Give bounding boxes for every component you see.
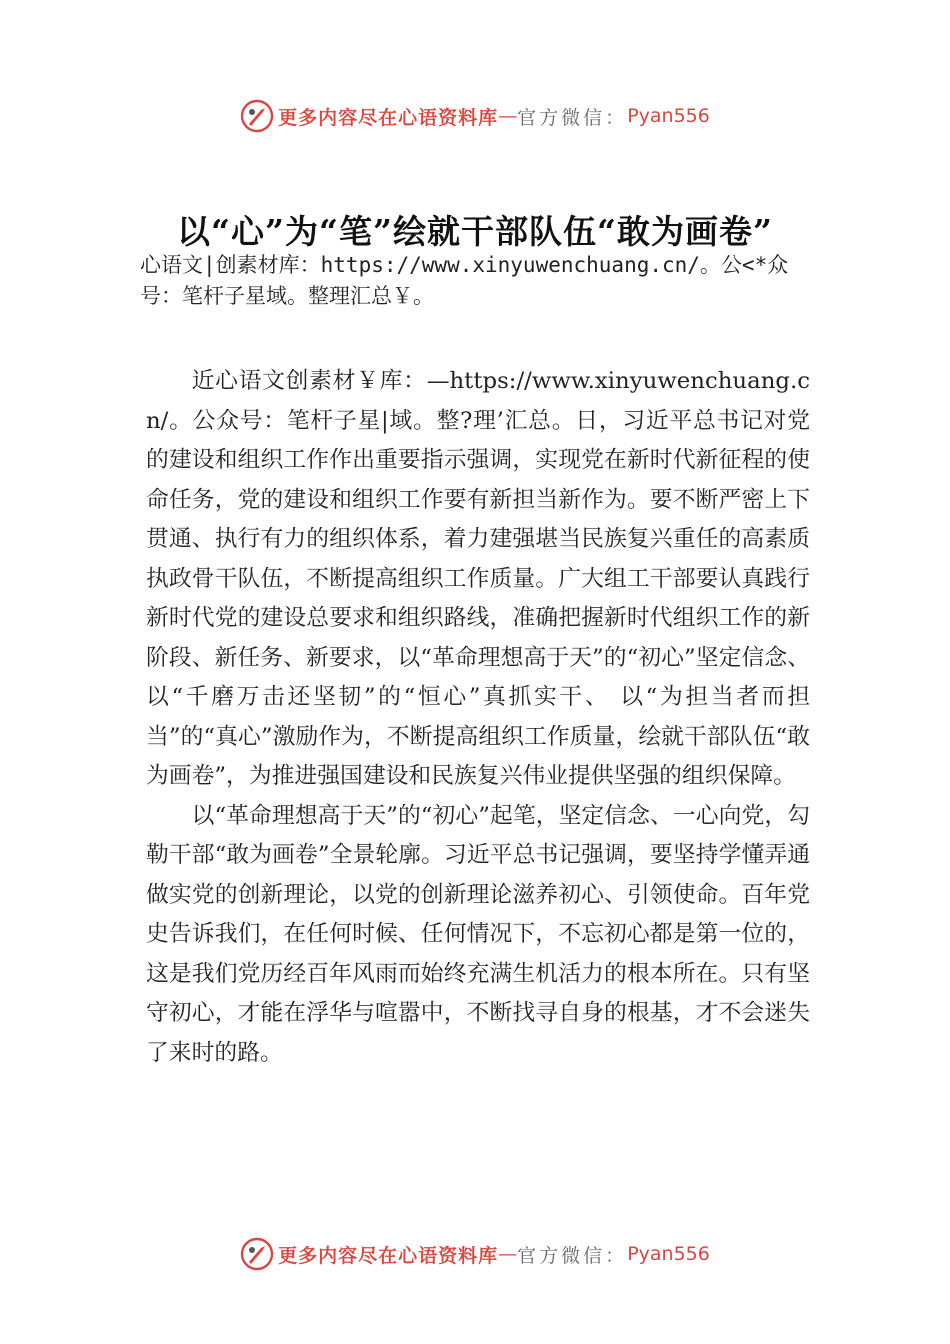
banner-main-text: 更多内容尽在心语资料库 (278, 1244, 499, 1267)
banner-dash: — (498, 1243, 518, 1265)
header-banner (0, 96, 950, 136)
paragraph: 近心语文创素材￥库：—https://www.xinyuwenchuang.cn/。公众号：笔杆子星|域。整?理’汇总。日，习近平总书记对党的建设和组织工作作出重要指示强调，实现党在新时代新征程的使命任务，党的建设和组织工作要有新担当新作为。要不断严密上下贯通、执行有力的组织体系，着力建强堪当民族复兴重任的高素质执政骨干队伍，不断提高组织工作质量。广大组工干部要认真践行新时代党的建设总要求和组织路线，准确把握新时代组织工作的新阶段、新任务、新要求，以“革命理想高于天”的“初心”坚定信念、以“千磨万击还坚韧”的“恒心”真抓实干、 以“为担当者而担当”的“真心”激励作为，不断提高组织工作质量，绘就干部队伍“敢为画卷”，为推进强国建设和民族复兴伟业提供坚强的组织保障。 (146, 368, 810, 789)
banner-wechat-id: Pyan556 (627, 105, 710, 127)
pen-nib-logo-icon (240, 1237, 274, 1271)
banner-dash: — (498, 105, 518, 127)
banner-wechat-id: Pyan556 (627, 1243, 710, 1265)
footer-banner (0, 1234, 950, 1274)
pen-nib-logo-icon (240, 99, 274, 133)
banner-main-text: 更多内容尽在心语资料库 (278, 106, 499, 129)
document-body (146, 362, 810, 1073)
banner-wechat-label: 官方微信： (517, 106, 628, 129)
paragraph: 以“革命理想高于天”的“初心”起笔，坚定信念、一心向党，勾勒干部“敢为画卷”全景轮廓。习近平总书记强调，要坚持学懂弄通做实党的创新理论，以党的创新理论滋养初心、引领使命。百年党史告诉我们，在任何时候、任何情况下，不忘初心都是第一位的，这是我们党历经百年风雨而始终充满生机活力的根本所在。只有坚守初心，才能在浮华与喧嚣中，不断找寻自身的根基，才不会迷失了来时的路。 (146, 802, 810, 1066)
banner-wechat-label: 官方微信： (517, 1244, 628, 1267)
source-line: 心语文|创素材库：https://www.xinyuwenchuang.cn/。公<*众号：笔杆子星域。整理汇总￥。 (140, 253, 789, 308)
document-title: 以“心”为“笔”绘就干部队伍“敢为画卷” (177, 212, 773, 251)
